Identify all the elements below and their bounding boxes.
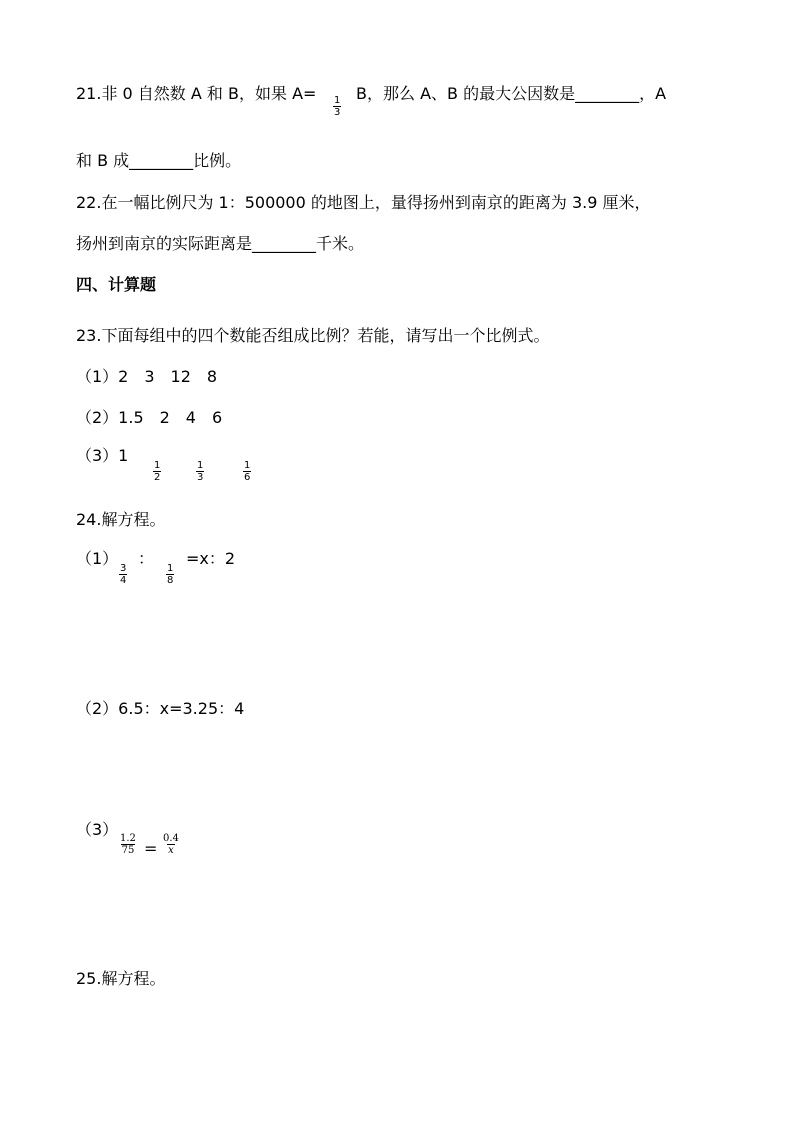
frac-denominator: 6 bbox=[244, 472, 251, 483]
frac-numerator: 3 bbox=[120, 563, 127, 574]
frac-denominator: 4 bbox=[120, 575, 127, 586]
frac-denominator: 2 bbox=[154, 472, 161, 483]
q24-item1-tail: =x：2 bbox=[186, 549, 236, 568]
q21-frac-denominator: 3 bbox=[334, 107, 341, 118]
q24-item1-frac-a bbox=[119, 563, 127, 586]
q23-item3-frac-3 bbox=[243, 460, 251, 483]
q21-line1-part2: B，那么 A、B 的最大公因数是________，A bbox=[356, 84, 667, 103]
q24-item1-label: （1） bbox=[76, 549, 119, 568]
frac-numerator: 1 bbox=[197, 460, 204, 471]
q23-item3-frac-1 bbox=[153, 460, 161, 483]
q23-item3: （3）1 bbox=[76, 446, 129, 465]
q25-prompt: 25.解方程。 bbox=[76, 969, 166, 988]
frac-numerator: 1 bbox=[154, 460, 161, 471]
q24-item3-frac-b bbox=[162, 833, 180, 856]
q23-item3-frac-2 bbox=[196, 460, 204, 483]
frac-denominator: 8 bbox=[167, 575, 174, 586]
q24-prompt: 24.解方程。 bbox=[76, 510, 166, 529]
frac-numerator: 1.2 bbox=[120, 833, 136, 844]
q23-item2: （2）1.5 2 4 6 bbox=[76, 408, 223, 427]
q24-item2: （2）6.5：x=3.25：4 bbox=[76, 699, 245, 718]
frac-numerator: 1 bbox=[167, 563, 174, 574]
q22-line2: 扬州到南京的实际距离是________千米。 bbox=[76, 234, 365, 253]
q24-item3-equals: = bbox=[144, 839, 158, 858]
q21-frac-numerator: 1 bbox=[334, 95, 341, 106]
frac-numerator: 1 bbox=[244, 460, 251, 471]
q24-item1-colon: ： bbox=[138, 549, 155, 568]
q21-fraction bbox=[333, 95, 341, 118]
section-heading-calculation: 四、计算题 bbox=[76, 275, 157, 294]
frac-denominator: 3 bbox=[197, 472, 204, 483]
frac-denominator: x bbox=[168, 845, 174, 856]
q23-prompt: 23.下面每组中的四个数能否组成比例？若能，请写出一个比例式。 bbox=[76, 326, 550, 345]
q21-line2: 和 B 成________比例。 bbox=[76, 151, 242, 170]
q24-item1-frac-b bbox=[166, 563, 174, 586]
q23-item1: （1）2 3 12 8 bbox=[76, 367, 218, 386]
q21-line1-part1: 21.非 0 自然数 A 和 B，如果 A= bbox=[76, 84, 317, 103]
frac-numerator: 0.4 bbox=[163, 833, 179, 844]
q22-line1: 22.在一幅比例尺为 1：500000 的地图上，量得扬州到南京的距离为 3.9 厘米， bbox=[76, 193, 651, 212]
frac-denominator: 75 bbox=[121, 845, 135, 856]
q24-item3-frac-a bbox=[119, 833, 137, 856]
q24-item3-label: （3） bbox=[76, 820, 119, 839]
